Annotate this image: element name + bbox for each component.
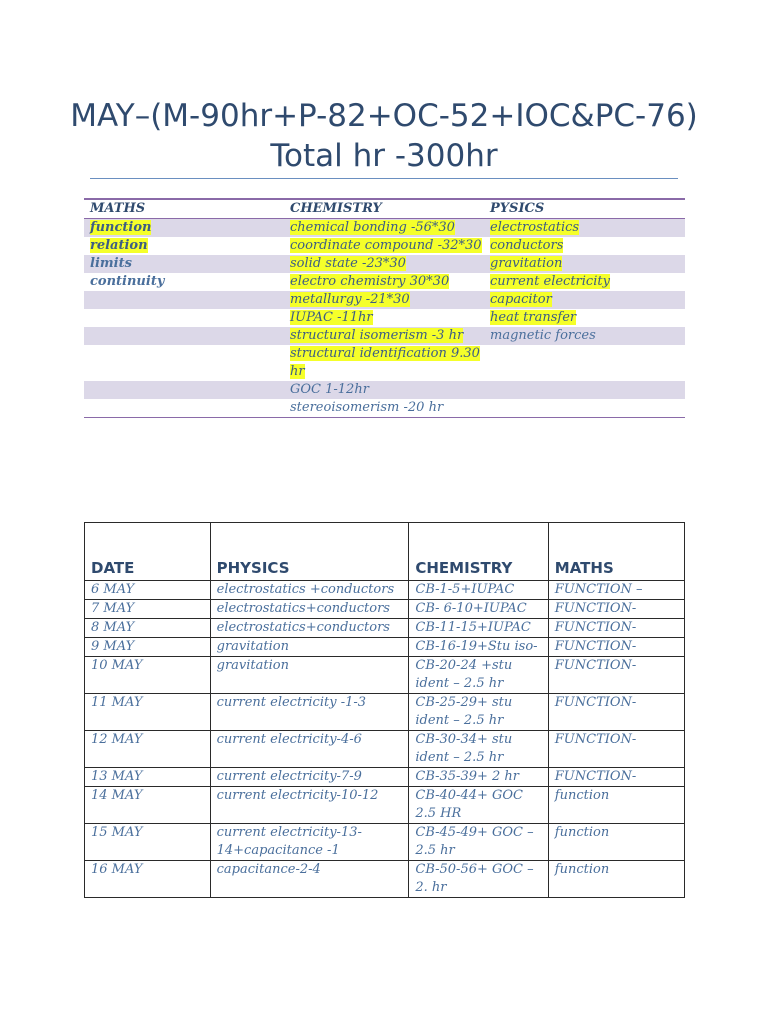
syllabus-header-physics: PYSICS bbox=[484, 199, 685, 219]
syllabus-chemistry-cell bbox=[284, 219, 484, 238]
syllabus-maths-cell bbox=[84, 327, 284, 345]
schedule-date-cell: 9 MAY bbox=[85, 638, 211, 657]
syllabus-topic: IUPAC -11hr bbox=[290, 310, 373, 325]
schedule-header-row bbox=[85, 523, 685, 581]
syllabus-chemistry-cell bbox=[284, 399, 484, 418]
schedule-maths-cell: FUNCTION- bbox=[548, 731, 684, 768]
schedule-maths-cell: FUNCTION- bbox=[548, 768, 684, 787]
schedule-maths-cell: FUNCTION- bbox=[548, 657, 684, 694]
syllabus-topic: electrostatics bbox=[490, 220, 580, 235]
syllabus-chemistry-cell bbox=[284, 273, 484, 291]
syllabus-header-row bbox=[84, 199, 685, 219]
syllabus-chemistry-cell bbox=[284, 381, 484, 399]
schedule-chemistry-cell: CB-20-24 +stu ident – 2.5 hr bbox=[409, 657, 548, 694]
syllabus-topic: electro chemistry 30*30 bbox=[290, 274, 450, 289]
schedule-date-cell: 16 MAY bbox=[85, 861, 211, 898]
schedule-row bbox=[85, 861, 685, 898]
schedule-chemistry-cell: CB-45-49+ GOC – 2.5 hr bbox=[409, 824, 548, 861]
syllabus-topic: limits bbox=[90, 256, 132, 271]
page-title: MAY–(M-90hr+P-82+OC-52+IOC&PC-76) bbox=[70, 98, 698, 134]
syllabus-row bbox=[84, 273, 685, 291]
syllabus-physics-cell bbox=[484, 237, 685, 255]
syllabus-physics-cell bbox=[484, 273, 685, 291]
schedule-physics-cell: gravitation bbox=[210, 657, 409, 694]
schedule-physics-cell: current electricity-7-9 bbox=[210, 768, 409, 787]
schedule-chemistry-cell: CB-35-39+ 2 hr bbox=[409, 768, 548, 787]
schedule-date-cell: 15 MAY bbox=[85, 824, 211, 861]
schedule-row bbox=[85, 731, 685, 768]
syllabus-header-maths: MATHS bbox=[84, 199, 284, 219]
syllabus-physics-cell bbox=[484, 381, 685, 399]
schedule-chemistry-cell: CB-40-44+ GOC 2.5 HR bbox=[409, 787, 548, 824]
syllabus-maths-cell bbox=[84, 255, 284, 273]
syllabus-chemistry-cell bbox=[284, 309, 484, 327]
syllabus-physics-cell bbox=[484, 291, 685, 309]
syllabus-row bbox=[84, 237, 685, 255]
syllabus-physics-cell bbox=[484, 255, 685, 273]
schedule-row bbox=[85, 619, 685, 638]
syllabus-topic: GOC 1-12hr bbox=[290, 382, 369, 397]
syllabus-topic: metallurgy -21*30 bbox=[290, 292, 410, 307]
syllabus-chemistry-cell bbox=[284, 345, 484, 381]
syllabus-physics-cell bbox=[484, 399, 685, 418]
schedule-chemistry-cell: CB-50-56+ GOC – 2. hr bbox=[409, 861, 548, 898]
syllabus-topic: solid state -23*30 bbox=[290, 256, 406, 271]
syllabus-topic: chemical bonding -56*30 bbox=[290, 220, 455, 235]
syllabus-topic: gravitation bbox=[490, 256, 563, 271]
schedule-physics-cell: electrostatics+conductors bbox=[210, 619, 409, 638]
syllabus-physics-cell bbox=[484, 309, 685, 327]
syllabus-topic: structural identification 9.30 hr bbox=[290, 346, 480, 379]
schedule-header-date: DATE bbox=[85, 523, 211, 581]
schedule-chemistry-cell: CB-30-34+ stu ident – 2.5 hr bbox=[409, 731, 548, 768]
syllabus-chemistry-cell bbox=[284, 291, 484, 309]
schedule-chemistry-cell: CB-11-15+IUPAC bbox=[409, 619, 548, 638]
schedule-physics-cell: electrostatics+conductors bbox=[210, 600, 409, 619]
schedule-date-cell: 7 MAY bbox=[85, 600, 211, 619]
schedule-row bbox=[85, 787, 685, 824]
schedule-table bbox=[84, 522, 685, 898]
schedule-date-cell: 6 MAY bbox=[85, 581, 211, 600]
syllabus-topic: conductors bbox=[490, 238, 564, 253]
schedule-header-maths: MATHS bbox=[548, 523, 684, 581]
schedule-physics-cell: gravitation bbox=[210, 638, 409, 657]
syllabus-chemistry-cell bbox=[284, 255, 484, 273]
syllabus-maths-cell bbox=[84, 291, 284, 309]
schedule-maths-cell: FUNCTION- bbox=[548, 619, 684, 638]
syllabus-row bbox=[84, 381, 685, 399]
schedule-row bbox=[85, 694, 685, 731]
schedule-maths-cell: function bbox=[548, 824, 684, 861]
schedule-maths-cell: FUNCTION- bbox=[548, 694, 684, 731]
syllabus-maths-cell bbox=[84, 219, 284, 238]
schedule-chemistry-cell: CB-16-19+Stu iso- bbox=[409, 638, 548, 657]
schedule-physics-cell: current electricity-4-6 bbox=[210, 731, 409, 768]
syllabus-row bbox=[84, 399, 685, 418]
syllabus-physics-cell bbox=[484, 327, 685, 345]
schedule-physics-cell: current electricity -1-3 bbox=[210, 694, 409, 731]
schedule-physics-cell: current electricity-13-14+capacitance -1 bbox=[210, 824, 409, 861]
schedule-date-cell: 8 MAY bbox=[85, 619, 211, 638]
schedule-maths-cell: function bbox=[548, 861, 684, 898]
syllabus-topic: continuity bbox=[90, 274, 165, 289]
schedule-date-cell: 10 MAY bbox=[85, 657, 211, 694]
syllabus-row bbox=[84, 291, 685, 309]
schedule-maths-cell: FUNCTION- bbox=[548, 600, 684, 619]
schedule-maths-cell: FUNCTION – bbox=[548, 581, 684, 600]
schedule-row bbox=[85, 657, 685, 694]
schedule-row bbox=[85, 581, 685, 600]
syllabus-row bbox=[84, 255, 685, 273]
syllabus-topic: relation bbox=[90, 238, 148, 253]
schedule-maths-cell: function bbox=[548, 787, 684, 824]
schedule-row bbox=[85, 638, 685, 657]
syllabus-topic: coordinate compound -32*30 bbox=[290, 238, 482, 253]
schedule-date-cell: 11 MAY bbox=[85, 694, 211, 731]
syllabus-topic: current electricity bbox=[490, 274, 610, 289]
syllabus-physics-cell bbox=[484, 219, 685, 238]
schedule-physics-cell: electrostatics +conductors bbox=[210, 581, 409, 600]
syllabus-topic: magnetic forces bbox=[490, 328, 596, 343]
syllabus-topic: heat transfer bbox=[490, 310, 577, 325]
syllabus-table bbox=[84, 198, 685, 418]
syllabus-row bbox=[84, 345, 685, 381]
schedule-row bbox=[85, 768, 685, 787]
syllabus-maths-cell bbox=[84, 273, 284, 291]
syllabus-physics-cell bbox=[484, 345, 685, 381]
schedule-date-cell: 12 MAY bbox=[85, 731, 211, 768]
syllabus-chemistry-cell bbox=[284, 327, 484, 345]
schedule-row bbox=[85, 600, 685, 619]
syllabus-maths-cell bbox=[84, 345, 284, 381]
schedule-header-physics: PHYSICS bbox=[210, 523, 409, 581]
schedule-physics-cell: capacitance-2-4 bbox=[210, 861, 409, 898]
schedule-physics-cell: current electricity-10-12 bbox=[210, 787, 409, 824]
syllabus-row bbox=[84, 327, 685, 345]
syllabus-row bbox=[84, 309, 685, 327]
schedule-chemistry-cell: CB-25-29+ stu ident – 2.5 hr bbox=[409, 694, 548, 731]
syllabus-maths-cell bbox=[84, 381, 284, 399]
syllabus-topic: structural isomerism -3 hr bbox=[290, 328, 464, 343]
syllabus-row bbox=[84, 219, 685, 238]
syllabus-maths-cell bbox=[84, 309, 284, 327]
schedule-chemistry-cell: CB-1-5+IUPAC bbox=[409, 581, 548, 600]
schedule-chemistry-cell: CB- 6-10+IUPAC bbox=[409, 600, 548, 619]
syllabus-topic: capacitor bbox=[490, 292, 552, 307]
schedule-row bbox=[85, 824, 685, 861]
schedule-header-chemistry: CHEMISTRY bbox=[409, 523, 548, 581]
syllabus-chemistry-cell bbox=[284, 237, 484, 255]
syllabus-header-chemistry: CHEMISTRY bbox=[284, 199, 484, 219]
syllabus-maths-cell bbox=[84, 237, 284, 255]
schedule-date-cell: 13 MAY bbox=[85, 768, 211, 787]
syllabus-topic: stereoisomerism -20 hr bbox=[290, 400, 444, 415]
page-subtitle: Total hr -300hr bbox=[270, 138, 498, 174]
schedule-maths-cell: FUNCTION- bbox=[548, 638, 684, 657]
schedule-date-cell: 14 MAY bbox=[85, 787, 211, 824]
syllabus-topic: function bbox=[90, 220, 152, 235]
title-divider bbox=[90, 178, 678, 179]
syllabus-maths-cell bbox=[84, 399, 284, 418]
